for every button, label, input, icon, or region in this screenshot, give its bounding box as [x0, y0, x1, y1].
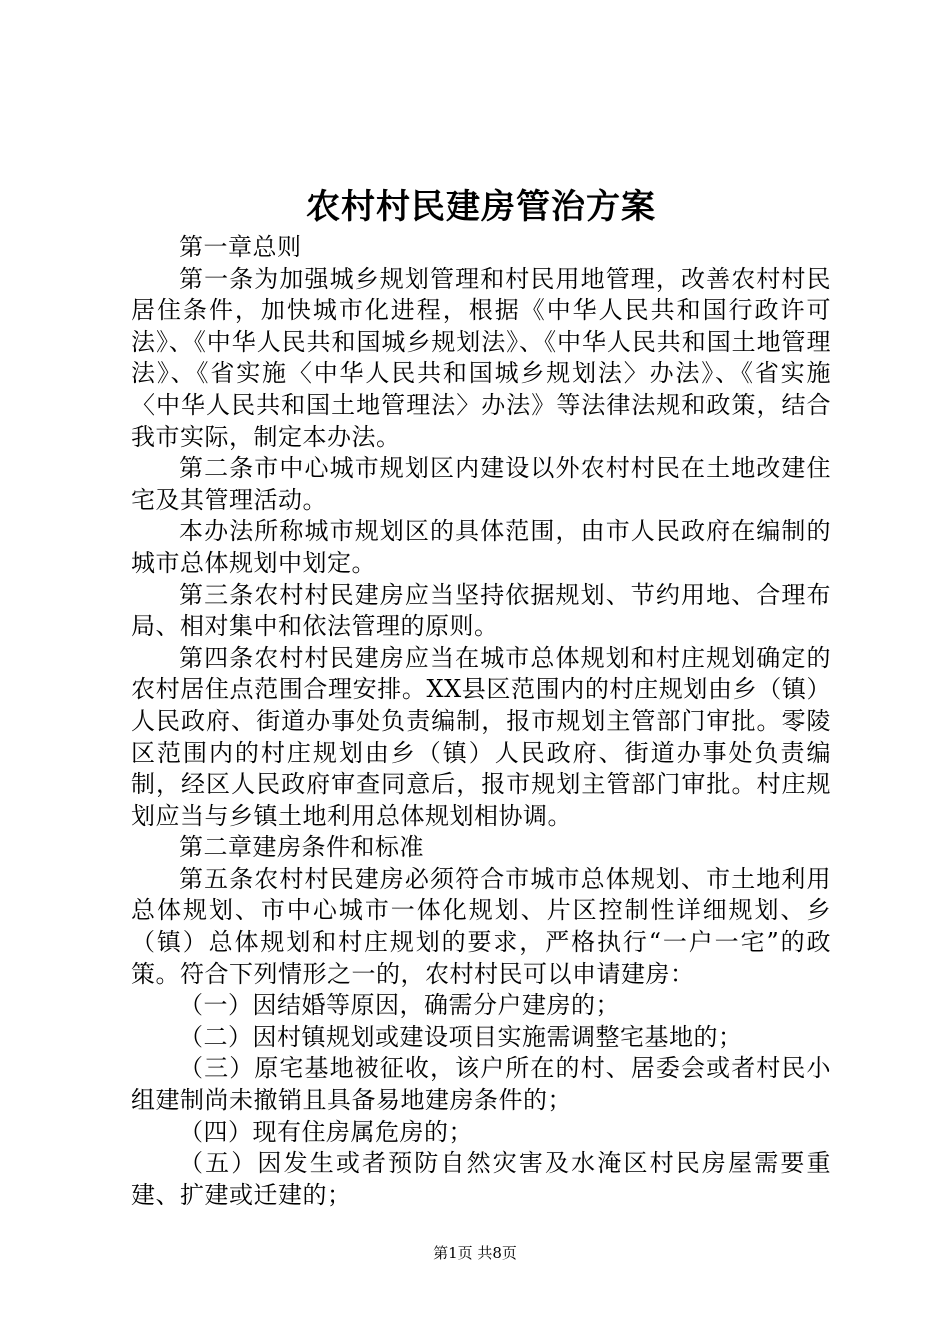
paragraph-item-3: （三）原宅基地被征收，该户所在的村、居委会或者村民小组建制尚未撤销且具备易地建房条件的；: [131, 1054, 831, 1115]
paragraph-article-1: 第一条为加强城乡规划管理和村民用地管理，改善农村村民居住条件，加快城市化进程，根据《中华人民共和国行政许可法》、《中华人民共和国城乡规划法》、《中华人民共和国土地管理法》、《省实施〈中华人民共和国城乡规划法〉办法》、《省实施〈中华人民共和国土地管理法〉办法》等法律法规和政策，结合我市实际，制定本办法。: [131, 264, 831, 451]
paragraph-article-2: 第二条市中心城市规划区内建设以外农村村民在土地改建住宅及其管理活动。: [131, 454, 831, 514]
paragraph-item-1: （一）因结婚等原因，确需分户建房的；: [179, 991, 620, 1020]
paragraph-item-2: （二）因村镇规划或建设项目实施需调整宅基地的；: [179, 1022, 743, 1051]
paragraph-scope: 本办法所称城市规划区的具体范围，由市人民政府在编制的城市总体规划中划定。: [131, 517, 831, 577]
paragraph-item-4: （四）现有住房属危房的；: [179, 1117, 473, 1146]
page-footer: 第1页 共8页: [433, 1244, 517, 1262]
document-page: [131, 182, 831, 1211]
paragraph-chapter-1: 第一章总则: [179, 233, 302, 261]
paragraph-chapter-2: 第二章建房条件和标准: [179, 833, 424, 862]
paragraph-article-4: 第四条农村村民建房应当在城市总体规划和村庄规划确定的农村居住点范围合理安排。XX县区范围内的村庄规划由乡（镇）人民政府、街道办事处负责编制，报市规划主管部门审批。零陵区范围内的村庄规划由乡（镇）人民政府、街道办事处负责编制，经区人民政府审查同意后，报市规划主管部门审批。村庄规划应当与乡镇土地利用总体规划相协调。: [131, 643, 831, 830]
paragraph-article-5: 第五条农村村民建房必须符合市城市总体规划、市土地利用总体规划、市中心城市一体化规划、片区控制性详细规划、乡（镇）总体规划和村庄规划的要求，严格执行“一户一宅”的政策。符合下列情形之一的，农村村民可以申请建房：: [131, 864, 831, 988]
document-title: 农村村民建房管治方案: [306, 187, 656, 227]
paragraph-article-3: 第三条农村村民建房应当坚持依据规划、节约用地、合理布局、相对集中和依法管理的原则。: [131, 580, 831, 641]
paragraph-item-5: （五）因发生或者预防自然灾害及水淹区村民房屋需要重建、扩建或迁建的；: [131, 1149, 831, 1209]
